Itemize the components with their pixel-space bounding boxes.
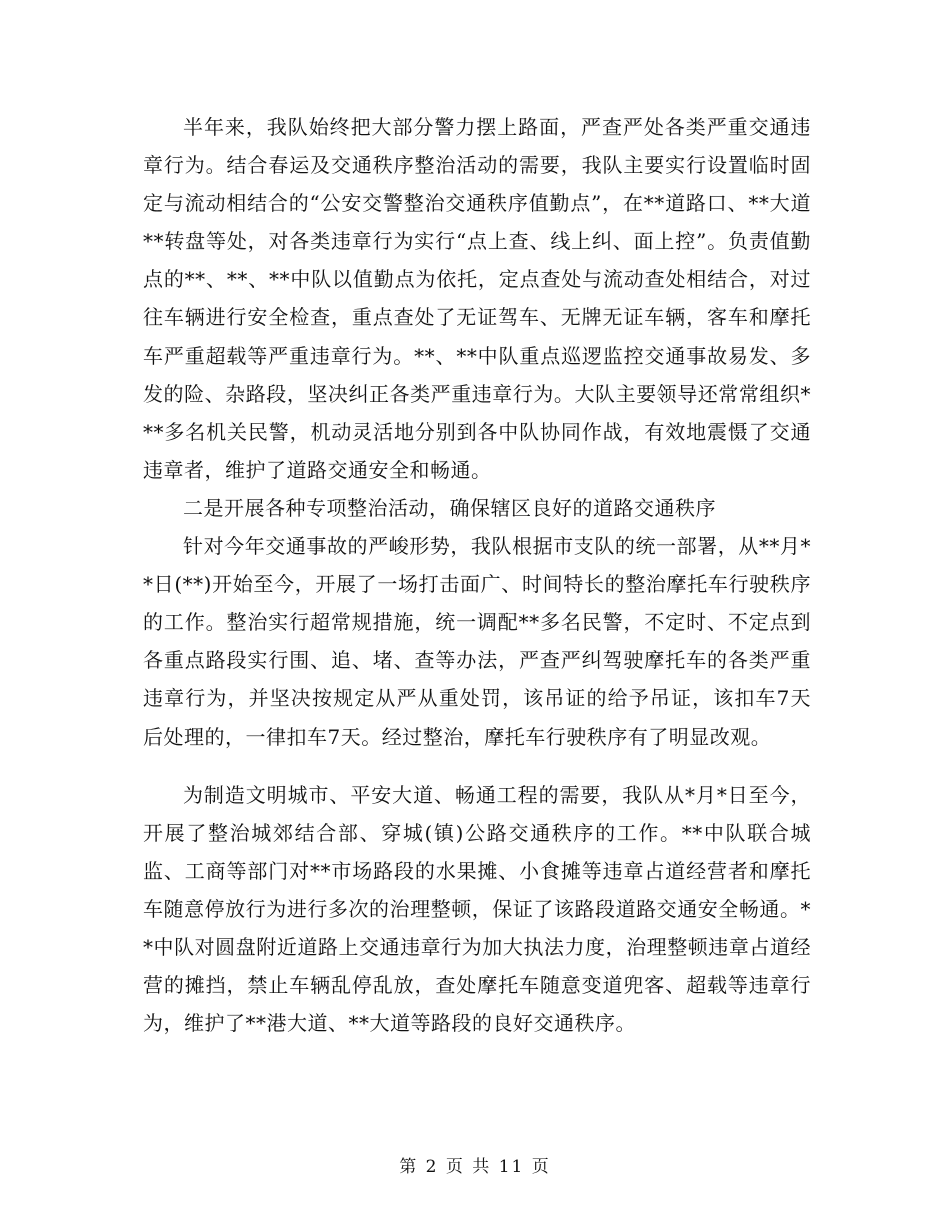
paragraph-4: 为制造文明城市、平安大道、畅通工程的需要，我队从*月*日至今，开展了整治城郊结合部、穿城(镇)公路交通秩序的工作。**中队联合城监、工商等部门对**市场路段的水果摊、小食摊等违章占道经营者和摩托车随意停放行为进行多次的治理整顿，保证了该路段道路交通安全畅通。**中队对圆盘附近道路上交通违章行为加大执法力度，治理整顿违章占道经营的摊挡，禁止车辆乱停乱放，查处摩托车随意变道兜客、超载等违章行为，维护了**港大道、**大道等路段的良好交通秩序。 — [143, 782, 811, 1036]
document-body — [143, 108, 811, 1042]
paragraph-1: 半年来，我队始终把大部分警力摆上路面，严查严处各类严重交通违章行为。结合春运及交通秩序整治活动的需要，我队主要实行设置临时固定与流动相结合的“公安交警整治交通秩序值勤点”，在**道路口、**大道**转盘等处，对各类违章行为实行“点上查、线上纠、面上控”。负责值勤点的**、**、**中队以值勤点为依托，定点查处与流动查处相结合，对过往车辆进行安全检查，重点查处了无证驾车、无牌无证车辆，客车和摩托车严重超载等严重违章行为。**、**中队重点巡逻监控交通事故易发、多发的险、杂路段，坚决纠正各类严重违章行为。大队主要领导还常常组织***多名机关民警，机动灵活地分别到各中队协同作战，有效地震慑了交通违章者，维护了道路交通安全和畅通。 — [143, 115, 811, 482]
page-footer: 第 2 页 共 11 页 — [399, 1157, 551, 1177]
paragraph-2: 二是开展各种专项整治活动，确保辖区良好的道路交通秩序 — [183, 495, 716, 520]
paragraph-3: 针对今年交通事故的严峻形势，我队根据市支队的统一部署，从**月**日(**)开始至今，开展了一场打击面广、时间特长的整治摩托车行驶秩序的工作。整治实行超常规措施，统一调配**多名民警，不定时、不定点到各重点路段实行围、追、堵、查等办法，严查严纠驾驶摩托车的各类严重违章行为，并坚决按规定从严从重处罚，该吊证的给予吊证，该扣车7天后处理的，一律扣车7天。经过整治，摩托车行驶秩序有了明显改观。 — [143, 534, 811, 749]
